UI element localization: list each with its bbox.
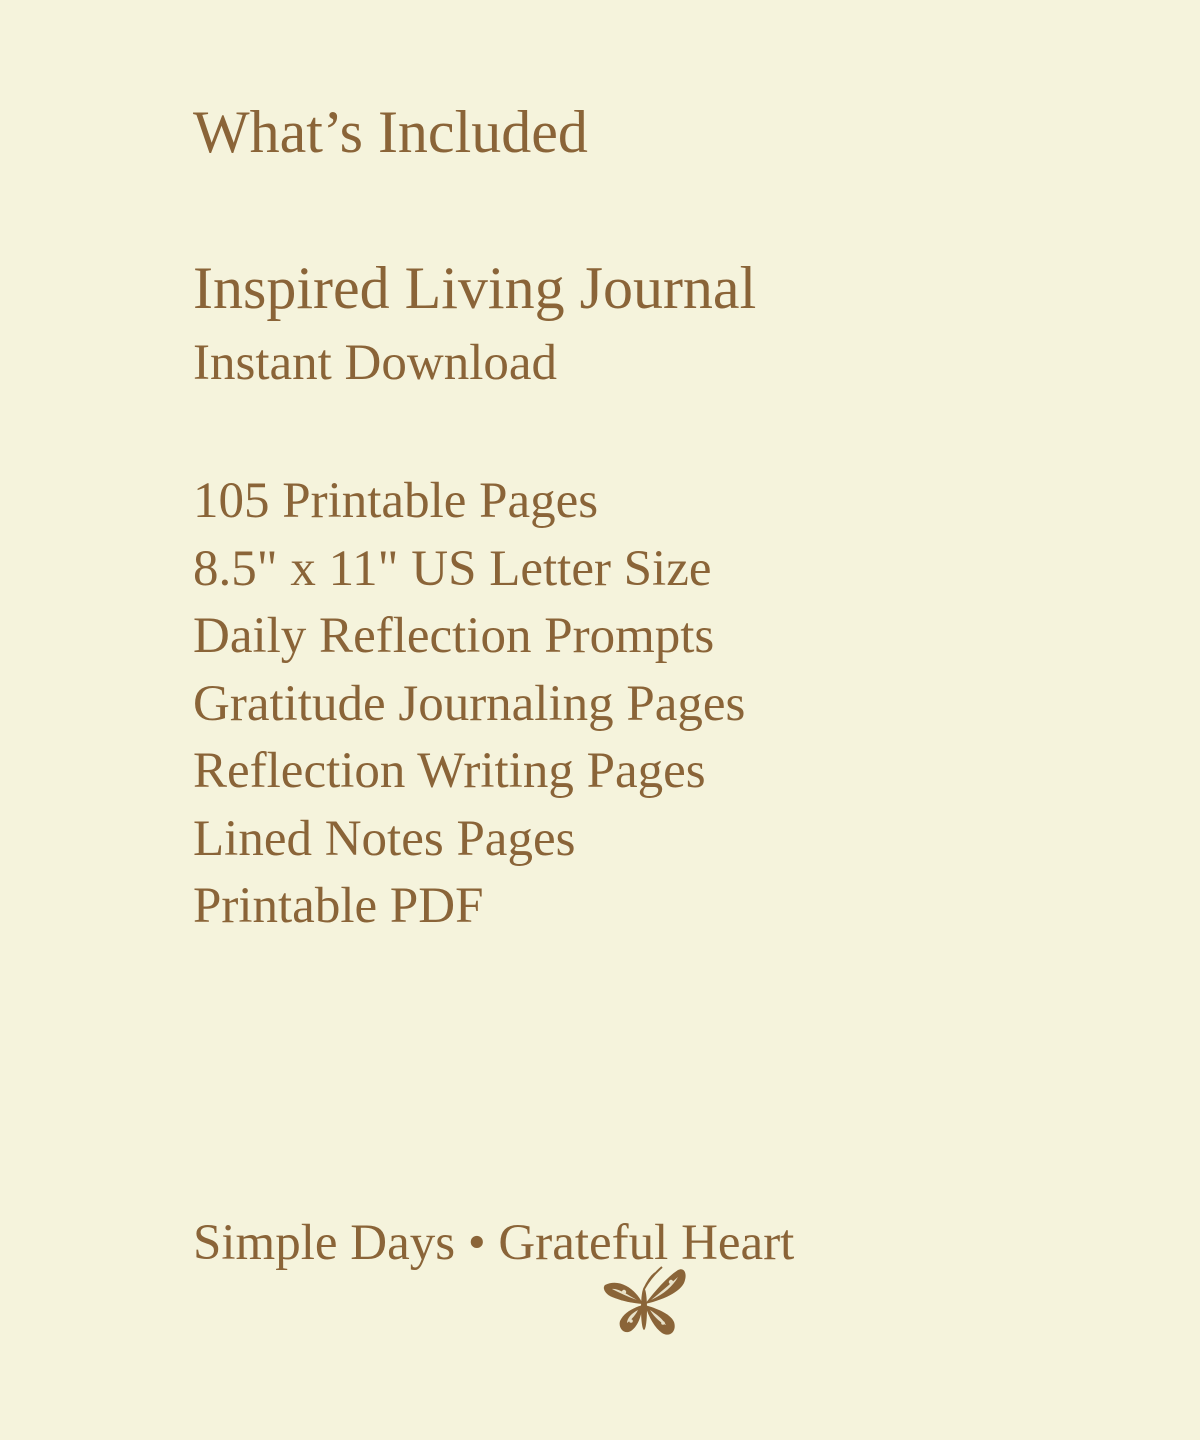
feature-item: Daily Reflection Prompts [193, 608, 715, 664]
page-title: What’s Included [193, 99, 588, 165]
feature-item: Reflection Writing Pages [193, 743, 706, 799]
feature-item: 105 Printable Pages [193, 473, 599, 529]
product-title: Inspired Living Journal [193, 255, 757, 321]
butterfly-icon [600, 1265, 688, 1343]
feature-item: 8.5" x 11" US Letter Size [193, 540, 712, 597]
features-list [193, 468, 745, 941]
feature-item: Printable PDF [193, 878, 484, 934]
feature-item: Gratitude Journaling Pages [193, 675, 746, 732]
feature-item: Lined Notes Pages [193, 810, 576, 867]
product-subtitle: Instant Download [193, 335, 558, 391]
footer-tagline: Simple Days • Grateful Heart [193, 1215, 795, 1271]
